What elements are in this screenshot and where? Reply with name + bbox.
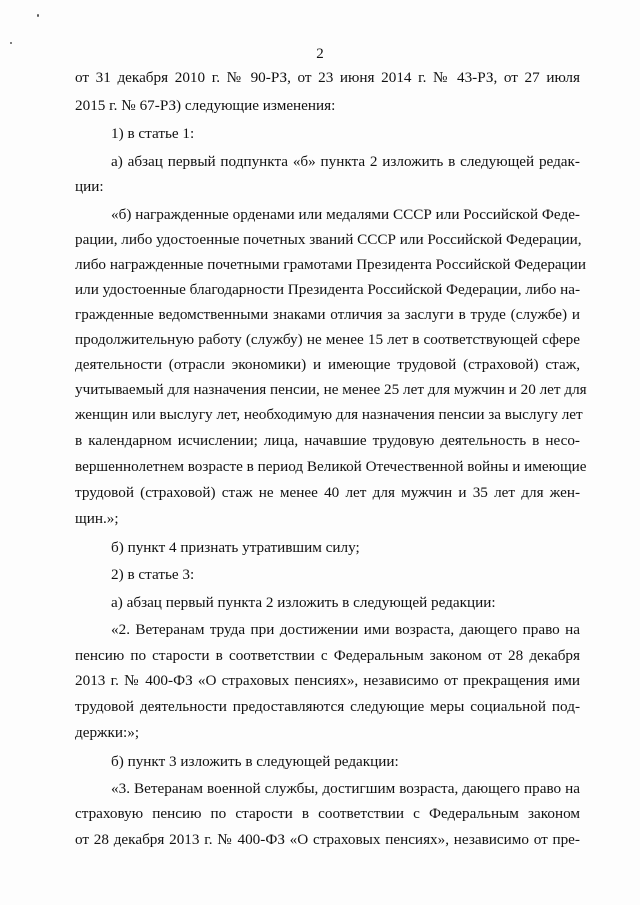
text-line: продолжительную работу (службу) не менее 15 лет в соответствующей сфере bbox=[75, 331, 580, 348]
text-line: учитываемый для назначения пенсии, не менее 25 лет для мужчин и 20 лет для bbox=[75, 381, 587, 398]
text-line: «3. Ветеранам военной службы, достигшим возраста, дающего право на bbox=[111, 780, 580, 797]
text-line: в календарном исчислении; лица, начавшие трудовую деятельность в несо- bbox=[75, 432, 580, 449]
text-line: 2) в статье 3: bbox=[111, 566, 195, 583]
text-line: трудовой (страховой) стаж не менее 40 лет для мужчин и 35 лет для жен- bbox=[75, 484, 580, 501]
text-line: 2013 г. № 400-ФЗ «О страховых пенсиях», независимо от прекращения ими bbox=[75, 672, 580, 689]
text-line: держки:»; bbox=[75, 724, 140, 741]
text-line: «б) награжденные орденами или медалями СССР или Российской Феде- bbox=[111, 206, 580, 223]
text-line: 1) в статье 1: bbox=[111, 125, 195, 142]
text-line: или удостоенные благодарности Президента Российской Федерации, либо на- bbox=[75, 281, 581, 298]
text-line: вершеннолетнем возрасте в период Великой Отечественной войны и имеющие bbox=[75, 458, 587, 475]
page-number: 2 bbox=[316, 46, 324, 62]
text-line: гражденные ведомственными знаками отличия за заслуги в труде (службе) и bbox=[75, 306, 580, 323]
text-line: трудовой деятельности предоставляются следующие меры социальной под- bbox=[75, 698, 580, 715]
text-line: а) абзац первый подпункта «б» пункта 2 изложить в следующей редак- bbox=[111, 153, 580, 170]
text-line: ции: bbox=[75, 178, 104, 195]
text-line: от 28 декабря 2013 г. № 400-ФЗ «О страховых пенсиях», независимо от пре- bbox=[75, 831, 580, 848]
text-line: деятельности (отрасли экономики) и имеющие трудовой (страховой) стаж, bbox=[75, 356, 580, 373]
text-line: «2. Ветеранам труда при достижении ими возраста, дающего право на bbox=[111, 621, 580, 638]
text-line: б) пункт 3 изложить в следующей редакции: bbox=[111, 753, 399, 770]
scan-speck bbox=[37, 14, 39, 17]
text-line: щин.»; bbox=[75, 510, 119, 527]
text-line: а) абзац первый пункта 2 изложить в следующей редакции: bbox=[111, 594, 496, 611]
text-line: б) пункт 4 признать утратившим силу; bbox=[111, 539, 360, 556]
text-line: 2015 г. № 67-РЗ) следующие изменения: bbox=[75, 97, 336, 114]
text-line: рации, либо удостоенные почетных званий СССР или Российской Федерации, bbox=[75, 231, 582, 248]
text-line: либо награжденные почетными грамотами Президента Российской Федерации bbox=[75, 256, 587, 273]
text-line: пенсию по старости в соответствии с Федеральным законом от 28 декабря bbox=[75, 647, 580, 664]
scan-speck bbox=[10, 42, 12, 44]
text-line: женщин или выслугу лет, необходимую для назначения пенсии за выслугу лет bbox=[75, 406, 583, 423]
text-line: от 31 декабря 2010 г. № 90-РЗ, от 23 июня 2014 г. № 43-РЗ, от 27 июля bbox=[75, 69, 580, 86]
text-line: страховую пенсию по старости в соответствии с Федеральным законом bbox=[75, 805, 580, 822]
